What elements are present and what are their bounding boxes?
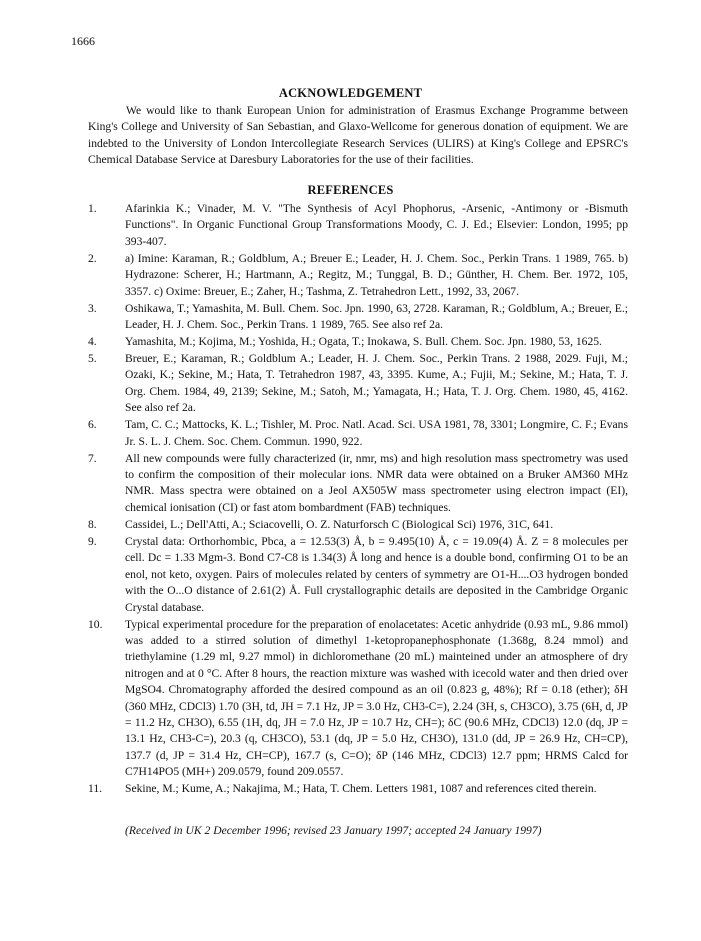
reference-item: [88, 534, 628, 616]
reference-number: 1.: [88, 202, 97, 215]
reference-text: a) Imine: Karaman, R.; Goldblum, A.; Breuer E.; Leader, H. J. Chem. Soc., Perkin Trans. 1 1989, 765. b) Hydrazone: Scherer, H.; Hartmann, A.; Regitz, M.; Tunggal, B. D.; Günther, H. Chem. Ber. 1972, 105, 3357. c) Oxime: Breuer, E.; Zaher, H.; Tashma, Z. Tetrahedron Lett., 1992, 33, 2067.: [125, 251, 628, 298]
reference-number: 2.: [88, 251, 97, 265]
acknowledgement-heading: ACKNOWLEDGEMENT: [278, 86, 423, 100]
reference-text: All new compounds were fully characterized (ir, nmr, ms) and high resolution mass spectrometry was used to confirm the composition of their molecular ions. NMR data were obtained on a Bruker AM360 MHz NMR. Mass spectra were obtained on a Jeol AX505W mass spectrometer using electron impact (EI), chemical ionisation (CI) or fast atom bombardment (FAB) techniques.: [125, 451, 628, 514]
received-dates: (Received in UK 2 December 1996; revised 23 January 1997; accepted 24 January 1997): [125, 824, 542, 837]
reference-number: 10.: [88, 617, 103, 631]
reference-text: Oshikawa, T.; Yamashita, M. Bull. Chem. Soc. Jpn. 1990, 63, 2728. Karaman, R.; Goldblum, A.; Breuer, E.; Leader, H. J. Chem. Soc., Perkin Trans. 1 1989, 765. See also ref 2a.: [125, 301, 628, 332]
reference-item: [88, 334, 628, 350]
reference-text: Yamashita, M.; Kojima, M.; Yoshida, H.; Ogata, T.; Inokawa, S. Bull. Chem. Soc. Jpn. 1980, 53, 1625.: [125, 335, 602, 349]
reference-item: [88, 517, 628, 533]
reference-item: [88, 301, 628, 334]
reference-text: Afarinkia K.; Vinader, M. V. "The Synthesis of Acyl Phophorus, -Arsenic, -Antimony or -Bismuth Functions". In Organic Functional Group Transformations Moody, C. J. Ed.; Elsevier: London, 1995; pp 393-407.: [125, 202, 628, 248]
reference-number: 5.: [88, 352, 97, 366]
reference-number: 6.: [88, 418, 97, 432]
reference-text: Breuer, E.; Karaman, R.; Goldblum A.; Leader, H. J. Chem. Soc., Perkin Trans. 2 1988, 2029. Fuji, M.; Ozaki, K.; Sekine, M.; Hata, T. Tetrahedron 1987, 43, 3395. Kume, A.; Fujii, M.; Sekine, M.; Hata, T. J. Org. Chem. 1984, 49, 2139; Sekine, M.; Satoh, M.; Yamagata, H.; Hata, T. J. Org. Chem. 1980, 45, 4162. See also ref 2a.: [125, 352, 628, 415]
reference-number: 4.: [88, 335, 97, 349]
reference-text: Crystal data: Orthorhombic, Pbca, a = 12.53(3) Å, b = 9.495(10) Å, c = 19.09(4) Å. Z = 8 molecules per cell. Dc = 1.33 Mgm-3. Bond C7-C8 is 1.34(3) Å long and hence is a double bond, confirming O1 to be an enol, not keto, oxygen. Pairs of molecules related by centers of symmetry are O1-H....O3 hydrogen bonded with the O...O distance of 2.61(2) Å. Full crystallographic details are deposited in the Cambridge Organic Crystal database.: [125, 534, 628, 614]
reference-number: 11.: [88, 782, 103, 796]
reference-text: Tam, C. C.; Mattocks, K. L.; Tishler, M. Proc. Natl. Acad. Sci. USA 1981, 78, 3301; Longmire, C. F.; Evans Jr. S. L. J. Chem. Soc. Chem. Commun. 1990, 922.: [125, 418, 628, 448]
page-number: 1666: [71, 34, 95, 48]
reference-item: [88, 417, 628, 450]
references-heading: REFERENCES: [307, 183, 394, 197]
reference-text: Typical experimental procedure for the preparation of enolacetates: Acetic anhydride (0.93 mL, 9.86 mmol) was added to a stirred solution of dimethyl 1-ketopropanephosphonate (1.368g, 8.24 mmol) and triethylamine (1.29 ml, 9.27 mmol) in dichloromethane (20 mL) mainteined under an atmosphere of dry nitrogen and at 0 °C. After 8 hours, the reaction mixture was washed with icecold water and then dried over MgSO4. Chromatography afforded the desired compound as an oil (0.823 g, 48%); Rf = 0.18 (ether); δH (360 MHz, CDCl3) 1.70 (3H, td, JH = 7.1 Hz, JP = 3.0 Hz, CH3-C=), 2.24 (3H, s, CH3CO), 3.75 (6H, d, JP = 11.2 Hz, CH3O), 6.55 (1H, dq, JH = 7.0 Hz, JP = 10.7 Hz, CH=); δC (90.6 MHz, CDCl3) 12.0 (dq, JP = 13.1 Hz, CH3-C=), 20.3 (q, CH3CO), 53.1 (dq, JP = 5.0 Hz, CH3O), 131.0 (dd, JP = 26.9 Hz, CH=CP), 137.7 (d, JP = 31.4 Hz, CH=CP), 167.7 (s, C=O); δP (146 MHz, CDCl3) 12.7 ppm; HRMS Calcd for C7H14PO5 (MH+) 209.0579, found 209.0557.: [125, 617, 628, 779]
reference-list: [88, 201, 628, 798]
reference-item: [88, 251, 628, 300]
reference-number: 3.: [88, 301, 97, 315]
reference-item: [88, 617, 628, 781]
reference-item: [88, 781, 628, 797]
acknowledgement-text: We would like to thank European Union for administration of Erasmus Exchange Programme between King's College and University of San Sebastian, and Glaxo-Wellcome for generous donation of equipment. We are indebted to the University of London Intercollegiate Research Services (ULIRS) at King's College and EPSRC's Chemical Database Service at Daresbury Laboratories for the use of their facilities.: [88, 104, 628, 167]
reference-text: Sekine, M.; Kume, A.; Nakajima, M.; Hata, T. Chem. Letters 1981, 1087 and references cited therein.: [125, 782, 597, 796]
reference-text: Cassidei, L.; Dell'Atti, A.; Sciacovelli, O. Z. Naturforsch C (Biological Sci) 1976, 31C, 641.: [125, 517, 554, 531]
reference-number: 9.: [88, 534, 97, 548]
reference-number: 8.: [88, 517, 97, 531]
reference-item: [88, 201, 628, 250]
reference-item: [88, 451, 628, 517]
reference-item: [88, 351, 628, 417]
reference-number: 7.: [88, 451, 97, 465]
